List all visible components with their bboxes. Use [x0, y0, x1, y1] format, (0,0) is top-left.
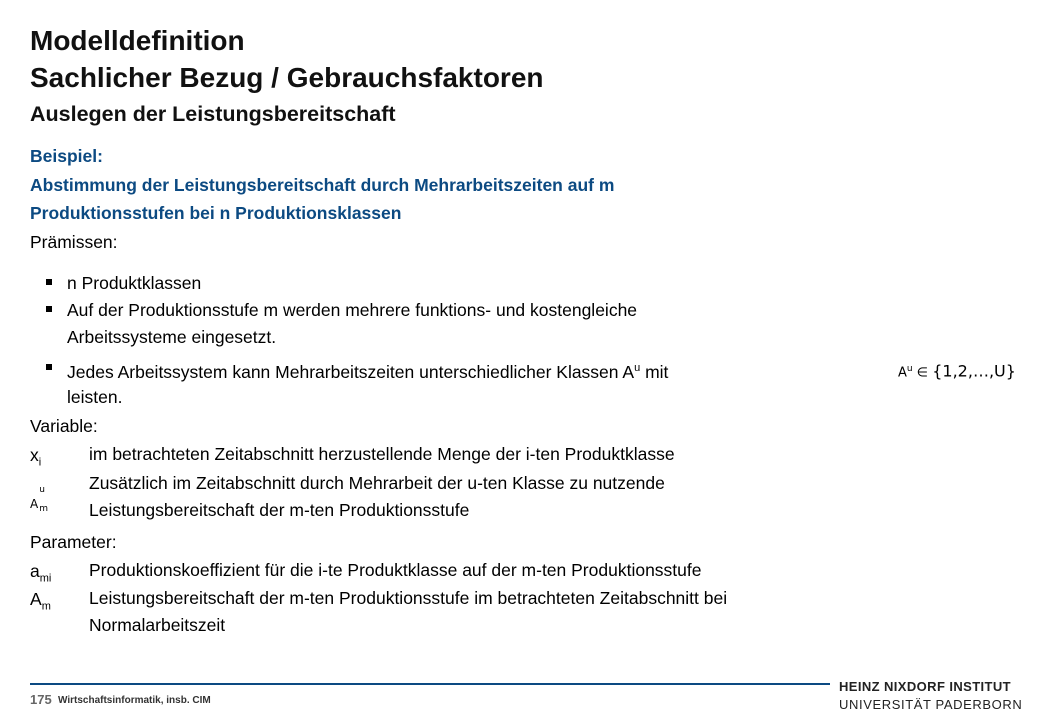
bullet-1: n Produktklassen — [67, 273, 202, 293]
premises-label: Prämissen: — [30, 232, 118, 252]
footer-divider — [30, 683, 830, 685]
variable-symbol-x: $x_i$ — [30, 445, 42, 469]
bullet-3-line-1: Jedes Arbeitssystem kann Mehrarbeitszeiten unterschiedlicher Klassen $A^u$ mit — [67, 361, 669, 382]
example-line-1: Abstimmung der Leistungsbereitschaft durch Mehrarbeitszeiten auf m — [30, 175, 615, 195]
bullet-marker — [46, 306, 52, 312]
slide-title: Modelldefinition — [30, 25, 245, 56]
slide-subtitle: Sachlicher Bezug / Gebrauchsfaktoren — [30, 62, 544, 93]
slide-section-title: Auslegen der Leistungsbereitschaft — [30, 102, 396, 126]
parameter-a-m-definition-line-1: Leistungsbereitschaft der m-ten Produktionsstufe im betrachteten Zeitabschnitt bei — [89, 588, 728, 608]
set-formula: $A^u$ ∈ {1,2,…,U} — [898, 361, 1016, 381]
bullet-3-line-2: leisten. — [67, 387, 123, 407]
variables-label: Variable: — [30, 416, 98, 436]
parameter-a-m-definition-line-2: Normalarbeitszeit — [89, 615, 226, 635]
variable-a-definition-line-2: Leistungsbereitschaft der m-ten Produktionsstufe — [89, 500, 470, 520]
example-line-2: Produktionsstufen bei n Produktionsklassen — [30, 203, 402, 223]
variable-a-definition-line-1: Zusätzlich im Zeitabschnitt durch Mehrarbeit der u-ten Klasse zu nutzende — [89, 473, 665, 493]
bullet-2-line-1: Auf der Produktionsstufe m werden mehrere funktions- und kostengleiche — [67, 300, 638, 320]
parameter-symbol-a-m: $A_m$ — [30, 589, 51, 613]
parameter-symbol-a-mi: $a_{mi}$ — [30, 561, 52, 585]
institute-logo-line-2: UNIVERSITÄT PADERBORN — [839, 697, 1023, 712]
bullet-marker — [46, 364, 52, 370]
institute-logo-line-1: HEINZ NIXDORF INSTITUT — [839, 679, 1012, 694]
page-number: 175 — [30, 692, 52, 707]
parameters-label: Parameter: — [30, 532, 117, 552]
variable-x-definition: im betrachteten Zeitabschnitt herzustellende Menge der i-ten Produktklasse — [89, 444, 675, 464]
bullet-marker — [46, 279, 52, 285]
example-label: Beispiel: — [30, 146, 103, 166]
bullet-2-line-2: Arbeitssysteme eingesetzt. — [67, 327, 277, 347]
variable-symbol-a-um: A u $_m$ — [30, 485, 48, 515]
footer-course: Wirtschaftsinformatik, insb. CIM — [58, 695, 211, 706]
parameter-a-mi-definition: Produktionskoeffizient für die i-te Produktklasse auf der m-ten Produktionsstufe — [89, 560, 702, 580]
